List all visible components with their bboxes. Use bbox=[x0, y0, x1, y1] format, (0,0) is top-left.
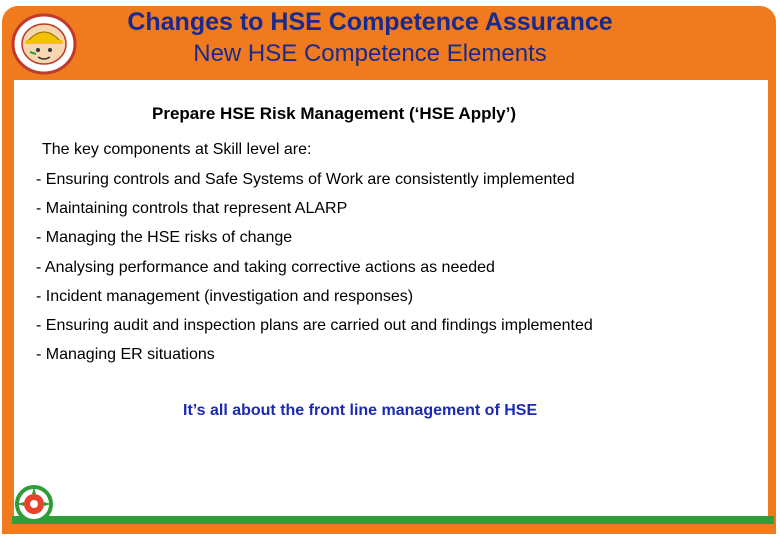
list-item: - Maintaining controls that represent ALARP bbox=[36, 200, 348, 218]
footer-green-bar bbox=[12, 516, 774, 524]
list-item: - Managing the HSE risks of change bbox=[36, 229, 293, 247]
list-item: - Ensuring audit and inspection plans are carried out and findings implemented bbox=[36, 316, 593, 334]
intro-text: The key components at Skill level are: bbox=[42, 141, 312, 158]
section-heading: Prepare HSE Risk Management (‘HSE Apply’) bbox=[152, 104, 517, 123]
list-item: - Ensuring controls and Safe Systems of Work are consistently implemented bbox=[36, 171, 575, 188]
slide-subtitle: New HSE Competence Elements bbox=[193, 40, 547, 67]
list-item: - Incident management (investigation and responses) bbox=[36, 287, 414, 305]
safety-logo-icon bbox=[10, 12, 78, 76]
company-logo-icon bbox=[14, 484, 54, 524]
slide-title: Changes to HSE Competence Assurance bbox=[127, 8, 613, 36]
list-item: - Managing ER situations bbox=[36, 346, 215, 364]
key-components-list bbox=[36, 170, 593, 374]
tagline: It’s all about the front line management of HSE bbox=[183, 402, 538, 419]
list-item: - Analysing performance and taking corrective actions as needed bbox=[36, 258, 495, 276]
